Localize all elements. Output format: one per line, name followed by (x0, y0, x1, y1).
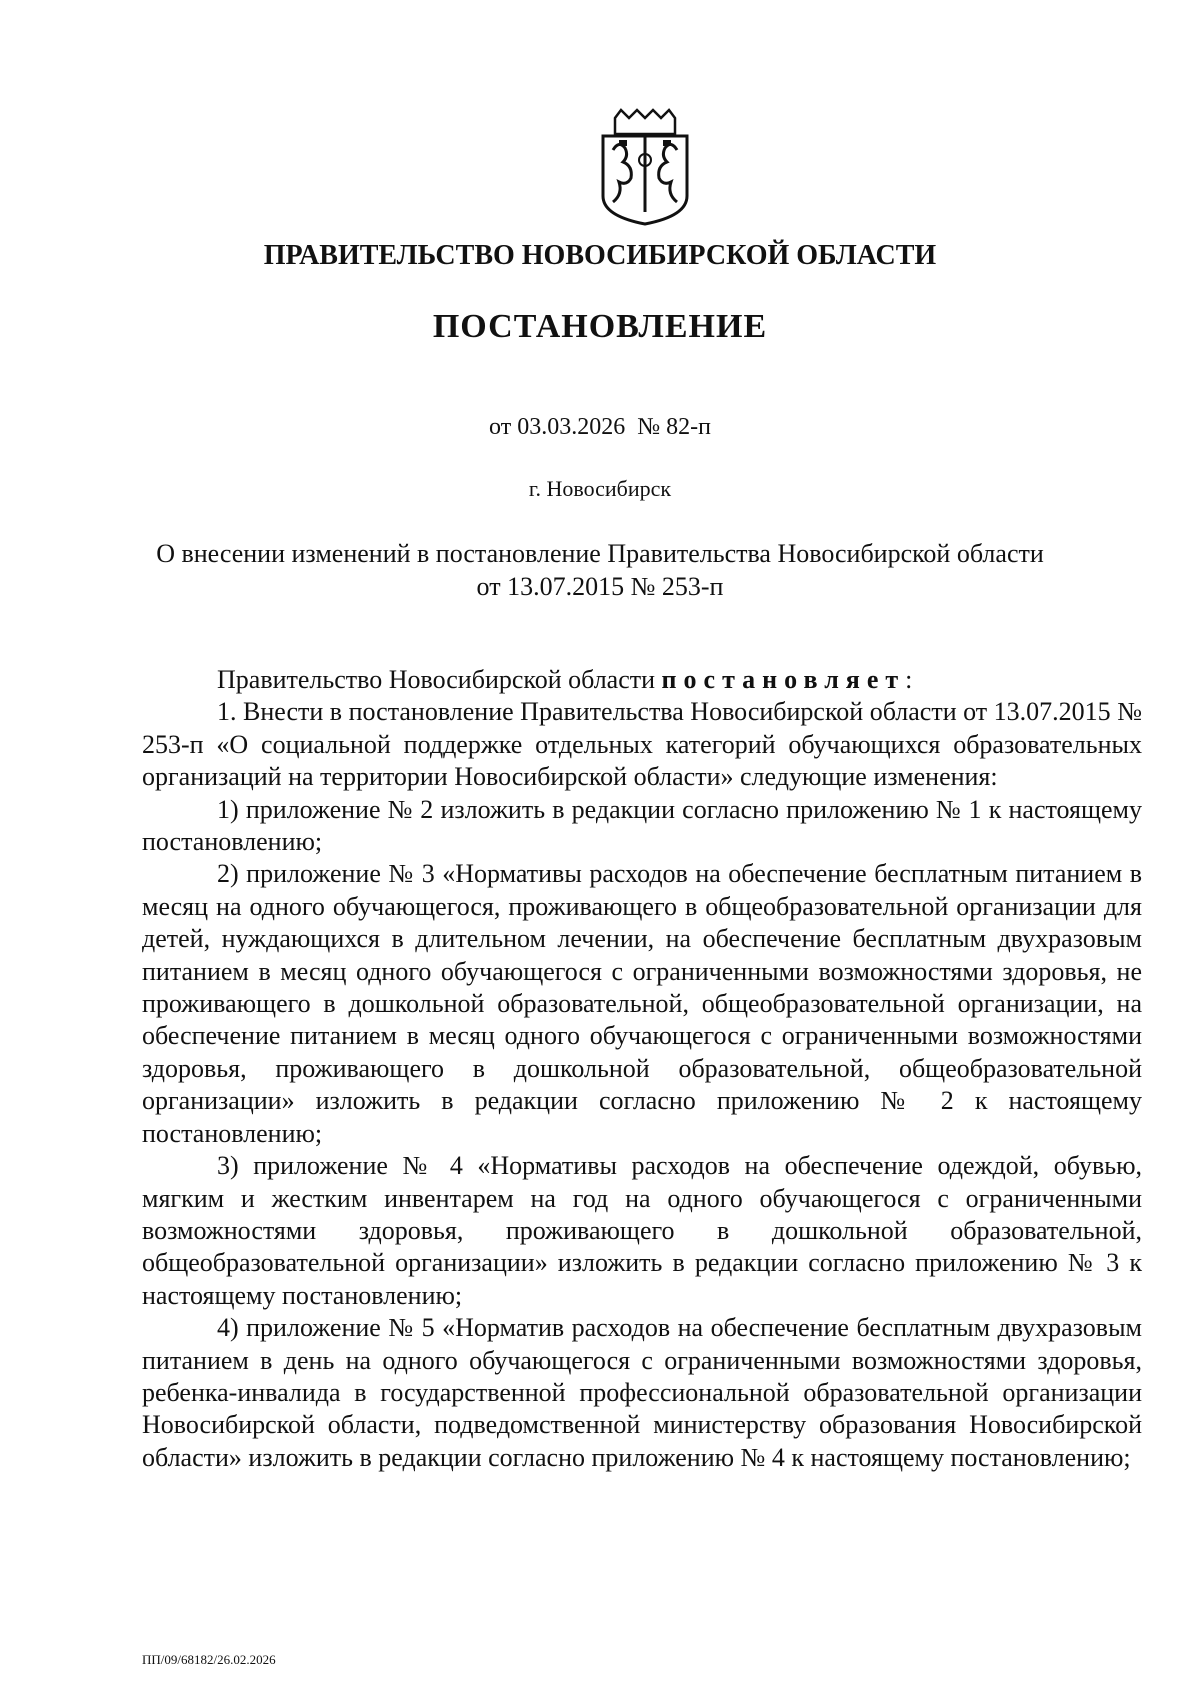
intro-paragraph (142, 664, 1142, 696)
paragraph-item-4: 4) приложение № 5 «Норматив расходов на обеспечение бесплатным двухразовым питанием в день на одного обучающегося с ограниченными возможностями здоровья, ребенка-инвалида в государственной профессиональной образовательной организации Новосибирской области, подведомственной министерству образования Новосибирской области» изложить в редакции согласно приложению № 4 к настоящему постановлению; (142, 1313, 1142, 1472)
paragraph-item-2: 2) приложение № 3 «Нормативы расходов на обеспечение бесплатным питанием в месяц на одного обучающегося, проживающего в общеобразовательной организации для детей, нуждающихся в длительном лечении, на обеспечение бесплатным двухразовым питанием в месяц одного обучающегося с ограниченными возможностями здоровья, не проживающего в дошкольной образовательной, общеобразовательной организации, на обеспечение питанием в месяц одного обучающегося с ограниченными возможностями здоровья, проживающего в дошкольной образовательной, общеобразовательной организации» изложить в редакции согласно приложению № 2 к настоящему постановлению; (142, 859, 1142, 1148)
date-and-number: от 03.03.2026 № 82-п (489, 414, 711, 440)
paragraph-item-1: 1) приложение № 2 изложить в редакции согласно приложению № 1 к настоящему постановлению; (142, 794, 1142, 857)
subject-line-1: О внесении изменений в постановление Правительства Новосибирской области (156, 539, 1044, 568)
subject-line-2: от 13.07.2015 № 253-п (476, 572, 724, 601)
paragraph-1: 1. Внести в постановление Правительства Новосибирской области от 13.07.2015 № 253-п «О социальной поддержке отдельных категорий обучающихся образовательных организаций на территории Новосибирской области» следующие изменения: (142, 697, 1142, 792)
coat-of-arms-icon (595, 108, 695, 226)
decree-word: постановляет (661, 665, 906, 694)
document-body (142, 664, 1142, 1474)
city: г. Новосибирск (528, 476, 672, 501)
paragraph-item-3: 3) приложение № 4 «Нормативы расходов на обеспечение одеждой, обувью, мягким и жестким инвентарем на год на одного обучающегося с ограниченными возможностями здоровья, проживающего в дошкольной образовательной, общеобразовательной организации» изложить в редакции согласно приложению № 3 к настоящему постановлению; (142, 1151, 1142, 1310)
intro-text: Правительство Новосибирской области (217, 665, 662, 694)
document-subject (0, 537, 1200, 603)
document-type: ПОСТАНОВЛЕНИЕ (432, 308, 768, 345)
intro-colon: : (905, 665, 913, 694)
document-code: ПП/09/68182/26.02.2026 (142, 1652, 276, 1667)
organization-name: ПРАВИТЕЛЬСТВО НОВОСИБИРСКОЙ ОБЛАСТИ (263, 240, 937, 271)
